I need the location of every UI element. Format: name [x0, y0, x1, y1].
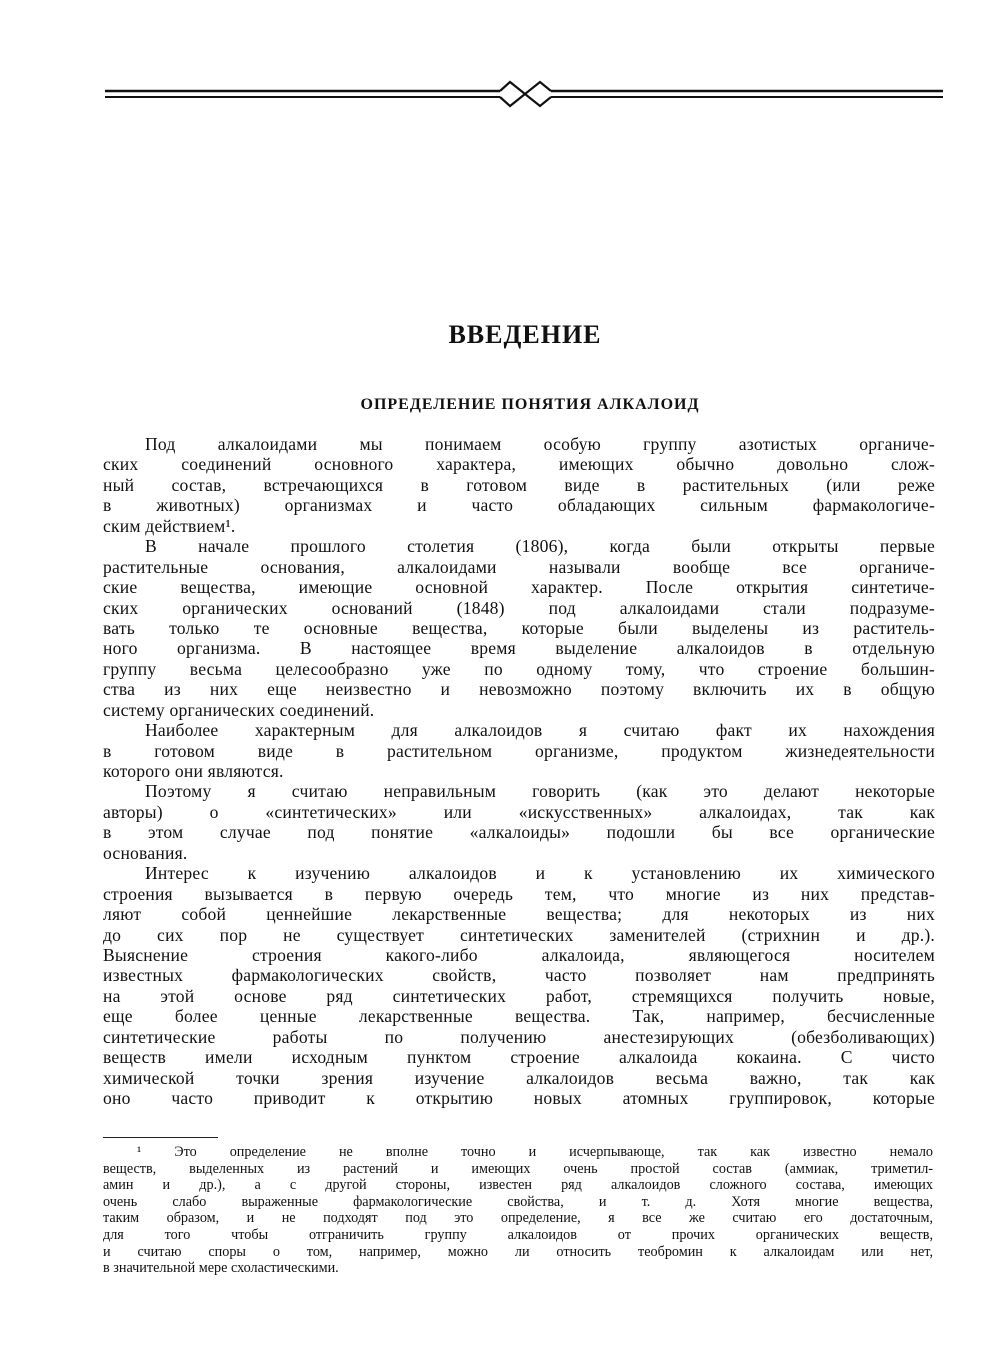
text-line: Поэтому я считаю неправильным говорить (как это делают некоторые — [145, 781, 935, 802]
text-line: в животных) организмах и часто обладающих сильным фармакологиче- — [103, 495, 935, 516]
text-line: группу весьма целесообразно уже по одному тому, что строение большин- — [103, 658, 935, 679]
text-line: ским действием¹. — [103, 515, 236, 536]
paragraph — [103, 434, 935, 536]
footnote-line: амин и др.), а с другой стороны, известен ряд алкалоидов сложного состава, имеющих — [103, 1177, 933, 1194]
text-line: еще более ценные лекарственные вещества. Так, например, бесчисленные — [103, 1006, 935, 1027]
text-line: ских соединений основного характера, имеющих обычно довольно слож- — [103, 454, 935, 475]
footnote-line: и считаю споры о том, например, можно ли относить теобромин к алкалоидам или нет, — [103, 1243, 933, 1260]
text-line: в этом случае под понятие «алкалоиды» подошли бы все органические — [103, 822, 935, 843]
text-line: Интерес к изучению алкалоидов и к установлению их химического — [145, 863, 935, 884]
text-line: оно часто приводит к открытию новых атомных группировок, которые — [103, 1088, 935, 1108]
text-line: Под алкалоидами мы понимаем особую группу азотистых органиче- — [145, 434, 935, 454]
text-line: химической точки зрения изучение алкалоидов весьма важно, так как — [103, 1067, 935, 1088]
text-line: до сих пор не существует синтетических заменителей (стрихнин и др.). — [103, 924, 935, 945]
text-line: синтетические работы по получению анестезирующих (обезболивающих) — [103, 1026, 935, 1047]
footnote-line: в значительной мере схоластическими. — [103, 1260, 339, 1277]
footnote-line: для того чтобы отграничить группу алкалоидов от прочих органических веществ, — [103, 1226, 933, 1243]
body-text — [103, 434, 935, 1108]
text-line: В начале прошлого столетия (1806), когда были открыты первые — [145, 536, 935, 557]
footnote-line: очень слабо выраженные фармакологические свойства, и т. д. Хотя многие вещества, — [103, 1193, 933, 1210]
text-line: ских органических оснований (1848) под алкалоидами стали подразуме- — [103, 597, 935, 618]
footnote — [103, 1144, 933, 1277]
text-line: известных фармакологических свойств, часто позволяет нам предпринять — [103, 965, 935, 986]
text-line: Наиболее характерным для алкалоидов я считаю факт их нахождения — [145, 720, 935, 741]
text-line: веществ имели исходным пунктом строение алкалоида кокаина. С чисто — [103, 1047, 935, 1068]
text-line: ного организма. В настоящее время выделение алкалоидов в отдельную — [103, 638, 935, 659]
text-line: основания. — [103, 842, 188, 863]
text-line: строения вызывается в первую очередь тем, что многие из них представ- — [103, 883, 935, 904]
paragraph — [103, 863, 935, 1108]
decorative-header-rule — [105, 80, 943, 108]
text-line: Выяснение строения какого-либо алкалоида, являющегося носителем — [103, 944, 935, 965]
text-line: вать только те основные вещества, которые были выделены из раститель- — [103, 617, 935, 638]
footnote-line: таким образом, и не подходят под это определение, я все же считаю его достаточным, — [103, 1210, 933, 1227]
chapter-title: ВВЕДЕНИЕ — [448, 320, 602, 349]
text-line: ские вещества, имеющие основной характер. После открытия синтетиче- — [103, 577, 935, 598]
paragraph — [103, 720, 935, 781]
footnote-separator — [103, 1137, 218, 1138]
text-line: систему органических соединений. — [103, 699, 375, 720]
text-line: которого они являются. — [103, 761, 284, 781]
text-line: растительные основания, алкалоидами называли вообще все органиче- — [103, 556, 935, 577]
paragraph — [103, 536, 935, 720]
section-subtitle: ОПРЕДЕЛЕНИЕ ПОНЯТИЯ АЛКАЛОИД — [360, 396, 700, 413]
text-line: ный состав, встречающихся в готовом виде в растительных (или реже — [103, 474, 935, 495]
footnote-line: веществ, выделенных из растений и имеющих очень простой состав (аммиак, триметил- — [103, 1160, 933, 1177]
paragraph — [103, 781, 935, 863]
text-line: на этой основе ряд синтетических работ, стремящихся получить новые, — [103, 985, 935, 1006]
footnote-line: ¹ Это определение не вполне точно и исчерпывающе, так как известно немало — [137, 1144, 933, 1160]
text-line: авторы) о «синтетических» или «искусственных» алкалоидах, так как — [103, 801, 935, 822]
text-line: в готовом виде в растительном организме, продуктом жизнедеятельности — [103, 740, 935, 761]
text-line: ства из них еще неизвестно и невозможно поэтому включить их в общую — [103, 679, 935, 700]
text-line: ляют собой ценнейшие лекарственные вещества; для некоторых из них — [103, 904, 935, 925]
